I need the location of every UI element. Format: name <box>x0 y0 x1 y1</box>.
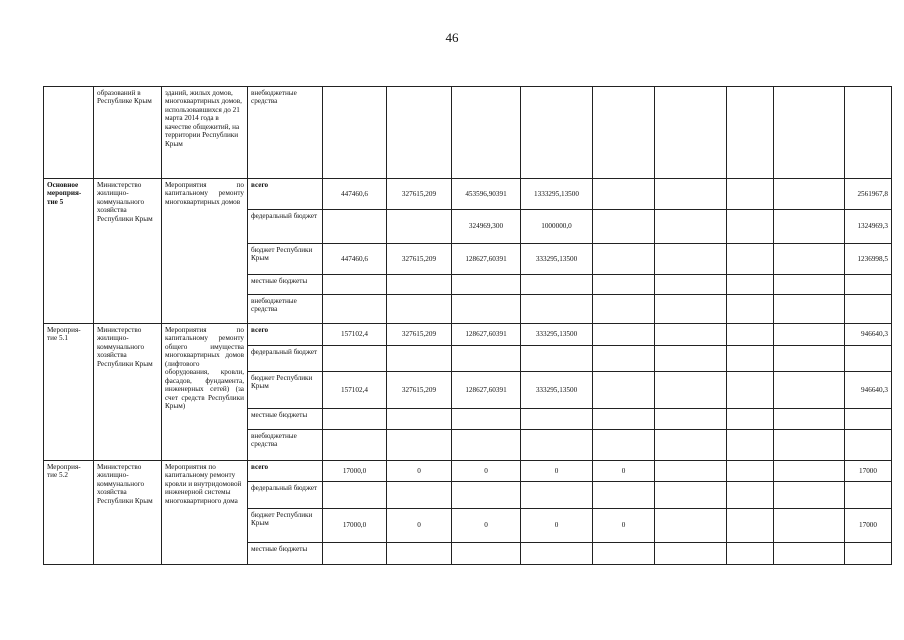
funding-source-label: федеральный бюджет <box>248 210 323 244</box>
activity-name: Мероприя- тие 5.2 <box>44 461 94 565</box>
executor-cell: образований в Республике Крым <box>94 87 162 179</box>
value-cell: 128627,60391 <box>452 324 521 346</box>
funding-source-label: местные бюджеты <box>248 275 323 295</box>
description-cell: Мероприятия по капитальному ремонту многоквартирных домов <box>162 179 248 324</box>
funding-source-label: внебюджетные средства <box>248 87 323 179</box>
funding-source-label: всего <box>248 461 323 482</box>
funding-source-label: бюджет Республики Крым <box>248 244 323 275</box>
total-cell: 946640,3 <box>845 372 892 409</box>
value-cell: 324969,300 <box>452 210 521 244</box>
table-row <box>44 179 892 210</box>
funding-source-label: бюджет Республики Крым <box>248 509 323 543</box>
budget-table <box>43 86 892 565</box>
total-cell: 946640,3 <box>845 324 892 346</box>
executor-cell: Министерство жилищно- коммунального хозяйства Республики Крым <box>94 179 162 324</box>
funding-source-label: внебюджетные средства <box>248 430 323 461</box>
value-cell: 157102,4 <box>323 372 387 409</box>
value-cell: 327615,209 <box>387 372 452 409</box>
funding-source-label: внебюджетные средства <box>248 295 323 324</box>
funding-source-label: местные бюджеты <box>248 409 323 430</box>
funding-source-label: всего <box>248 324 323 346</box>
activity-name: Мероприя- тие 5.1 <box>44 324 94 461</box>
funding-source-label: местные бюджеты <box>248 543 323 565</box>
value-cell: 447460,6 <box>323 244 387 275</box>
total-cell: 17000 <box>845 509 892 543</box>
value-cell: 327615,209 <box>387 324 452 346</box>
value-cell: 447460,6 <box>323 179 387 210</box>
value-cell: 1000000,0 <box>521 210 593 244</box>
value-cell: 0 <box>521 509 593 543</box>
table-row <box>44 87 892 179</box>
table-row <box>44 324 892 346</box>
total-cell: 1324969,3 <box>845 210 892 244</box>
value-cell: 128627,60391 <box>452 244 521 275</box>
value-cell: 0 <box>452 509 521 543</box>
table-row <box>44 461 892 482</box>
executor-cell: Министерство жилищно- коммунального хозяйства Республики Крым <box>94 324 162 461</box>
value-cell: 1333295,13500 <box>521 179 593 210</box>
executor-cell: Министерство жилищно- коммунального хозяйства Республики Крым <box>94 461 162 565</box>
activity-name: Основное мероприя- тие 5 <box>44 179 94 324</box>
description-cell: Мероприятия по капитальному ремонту общего имущества многоквартирных домов (лифтового оборудования, кровли, фасадов, фундамента, инженерных сетей) (за счет средств Республики Крым) <box>162 324 248 461</box>
value-cell: 17000,0 <box>323 461 387 482</box>
value-cell: 0 <box>452 461 521 482</box>
funding-source-label: всего <box>248 179 323 210</box>
value-cell: 333295,13500 <box>521 244 593 275</box>
value-cell: 327615,209 <box>387 179 452 210</box>
value-cell: 0 <box>593 461 655 482</box>
funding-source-label: бюджет Республики Крым <box>248 372 323 409</box>
total-cell: 1236998,5 <box>845 244 892 275</box>
total-cell: 2561967,8 <box>845 179 892 210</box>
value-cell: 333295,13500 <box>521 372 593 409</box>
value-cell: 157102,4 <box>323 324 387 346</box>
value-cell: 453596,90391 <box>452 179 521 210</box>
value-cell: 17000,0 <box>323 509 387 543</box>
description-cell: зданий, жилых домов, многоквартирных домов, использовавшихся до 21 марта 2014 года в качестве общежитий, на территории Республики Крым <box>162 87 248 179</box>
value-cell: 0 <box>387 461 452 482</box>
total-cell: 17000 <box>845 461 892 482</box>
value-cell: 128627,60391 <box>452 372 521 409</box>
value-cell: 0 <box>521 461 593 482</box>
page-number: 46 <box>445 30 459 45</box>
value-cell: 0 <box>387 509 452 543</box>
funding-source-label: федеральный бюджет <box>248 346 323 372</box>
description-cell: Мероприятия по капитальному ремонту кровли и внутридомовой инженерной системы многоквартирного дома <box>162 461 248 565</box>
value-cell: 327615,209 <box>387 244 452 275</box>
value-cell: 0 <box>593 509 655 543</box>
funding-source-label: федеральный бюджет <box>248 482 323 509</box>
value-cell: 333295,13500 <box>521 324 593 346</box>
